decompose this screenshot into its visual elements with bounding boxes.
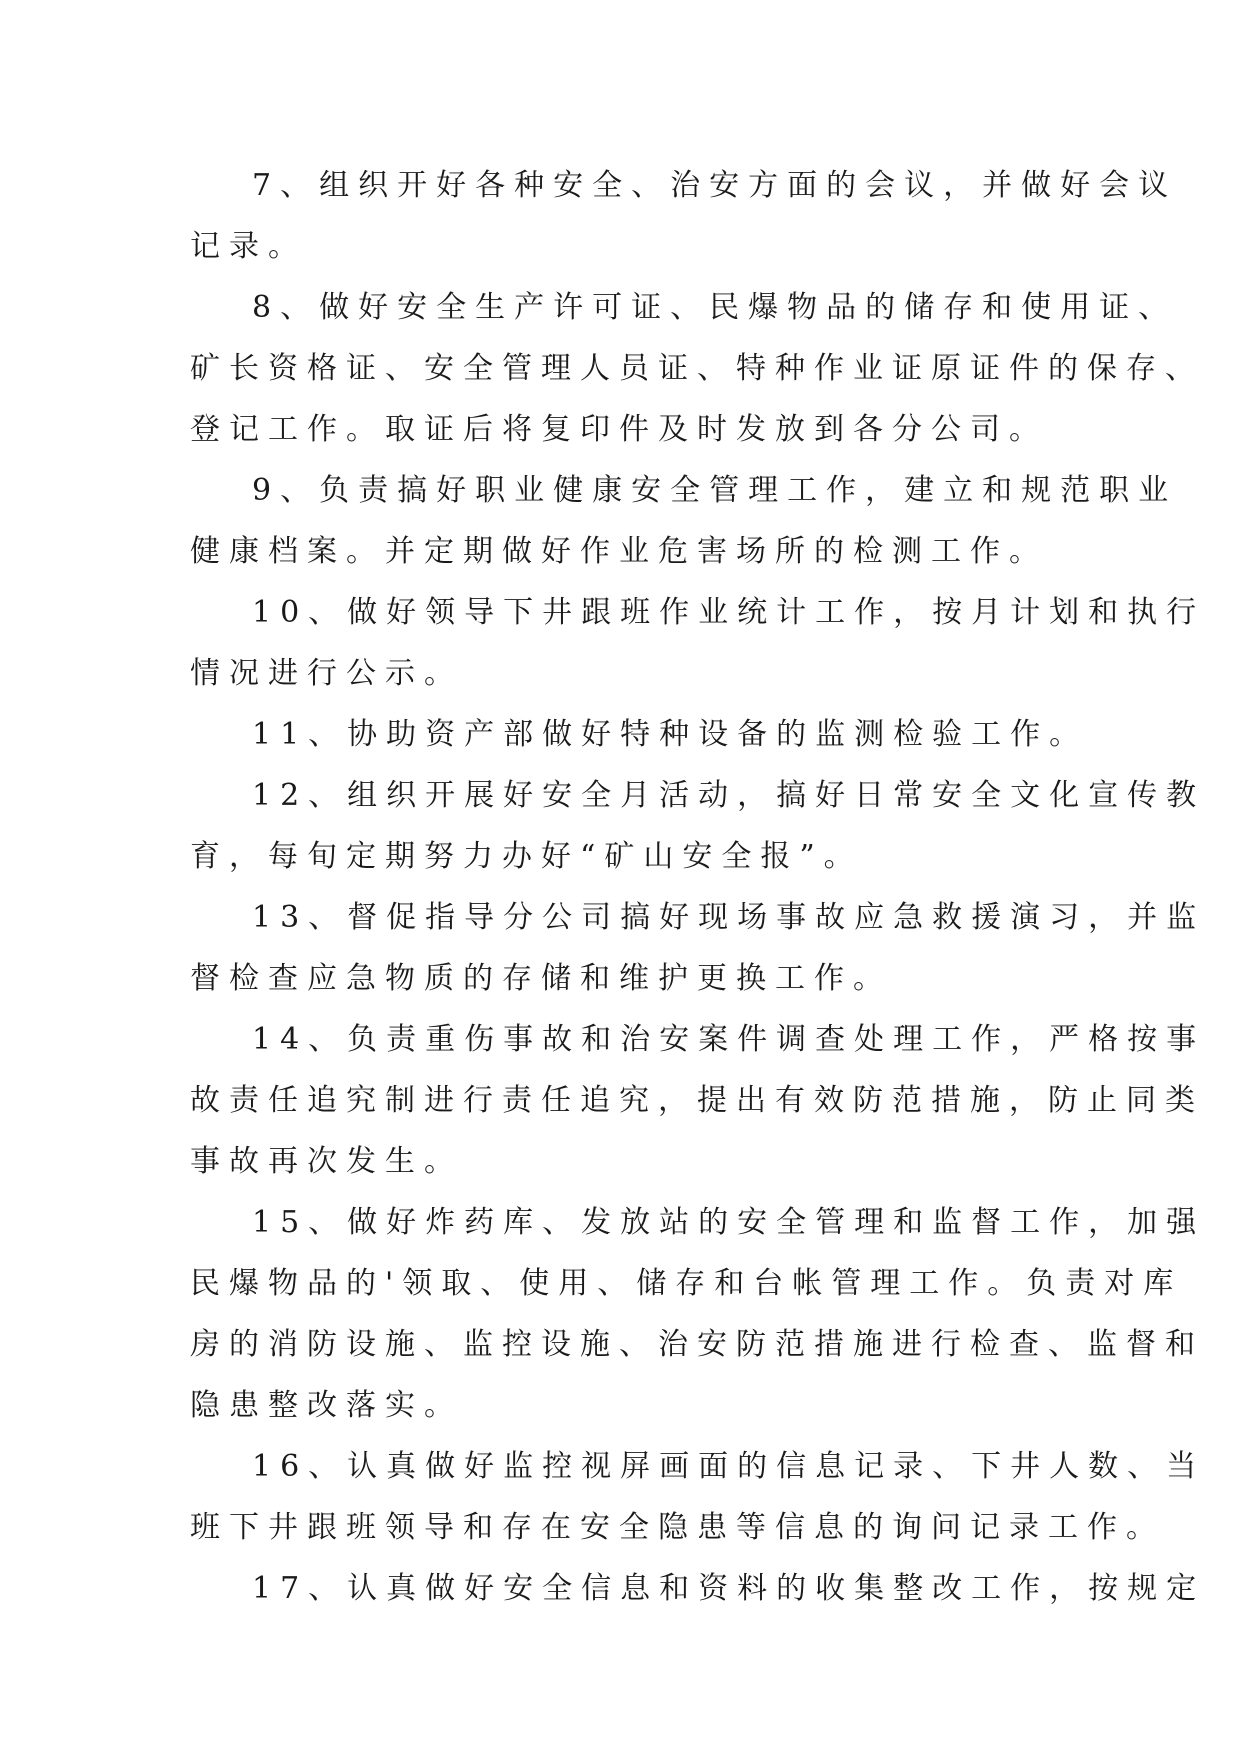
text-line: 情况进行公示。 xyxy=(190,656,463,691)
text-line: 15、做好炸药库、发放站的安全管理和监督工作，加强 xyxy=(252,1205,1206,1240)
text-line: 9、负责搞好职业健康安全管理工作，建立和规范职业 xyxy=(252,473,1178,508)
text-line: 12、组织开展好安全月活动，搞好日常安全文化宣传教 xyxy=(252,778,1206,813)
paragraph-17 xyxy=(190,1558,1206,1619)
text-line: 登记工作。取证后将复印件及时发放到各分公司。 xyxy=(190,412,1048,447)
text-line: 故责任追究制进行责任追究，提出有效防范措施，防止同类 xyxy=(190,1083,1204,1118)
text-line: 矿长资格证、安全管理人员证、特种作业证原证件的保存、 xyxy=(190,351,1204,386)
paragraph-11 xyxy=(190,704,1089,765)
text-line: 8、做好安全生产许可证、民爆物品的储存和使用证、 xyxy=(252,290,1178,325)
text-line: 13、督促指导分公司搞好现场事故应急救援演习，并监 xyxy=(252,900,1206,935)
text-line: 记录。 xyxy=(190,229,307,264)
document-body xyxy=(190,155,1206,1619)
text-line: 房的消防设施、监控设施、治安防范措施进行检查、监督和 xyxy=(190,1327,1204,1362)
paragraph-10 xyxy=(190,582,1206,704)
paragraph-7 xyxy=(190,155,1178,277)
text-line: 班下井跟班领导和存在安全隐患等信息的询问记录工作。 xyxy=(190,1510,1165,1545)
text-line: 民爆物品的'领取、使用、储存和台帐管理工作。负责对库 xyxy=(190,1266,1183,1301)
text-line: 事故再次发生。 xyxy=(190,1144,463,1179)
text-line: 14、负责重伤事故和治安案件调查处理工作，严格按事 xyxy=(252,1022,1206,1057)
text-line: 健康档案。并定期做好作业危害场所的检测工作。 xyxy=(190,534,1048,569)
text-line: 11、协助资产部做好特种设备的监测检验工作。 xyxy=(252,717,1089,752)
text-line: 7、组织开好各种安全、治安方面的会议，并做好会议 xyxy=(252,168,1178,203)
text-line: 16、认真做好监控视屏画面的信息记录、下井人数、当 xyxy=(252,1449,1206,1484)
paragraph-12 xyxy=(190,765,1206,887)
paragraph-16 xyxy=(190,1436,1206,1558)
text-line: 17、认真做好安全信息和资料的收集整改工作，按规定 xyxy=(252,1571,1206,1606)
paragraph-15 xyxy=(190,1192,1206,1436)
paragraph-13 xyxy=(190,887,1206,1009)
text-line: 育，每旬定期努力办好“矿山安全报”。 xyxy=(190,839,863,874)
text-line: 督检查应急物质的存储和维护更换工作。 xyxy=(190,961,892,996)
text-line: 10、做好领导下井跟班作业统计工作，按月计划和执行 xyxy=(252,595,1206,630)
paragraph-9 xyxy=(190,460,1178,582)
paragraph-8 xyxy=(190,277,1204,460)
text-line: 隐患整改落实。 xyxy=(190,1388,463,1423)
paragraph-14 xyxy=(190,1009,1206,1192)
